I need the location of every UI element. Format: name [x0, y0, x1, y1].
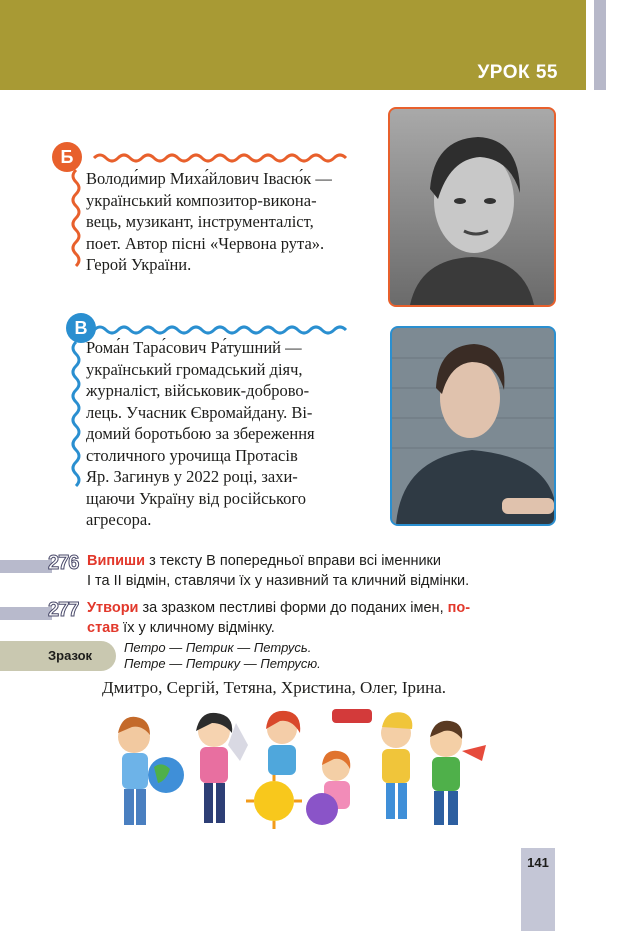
badge-b: Б	[52, 142, 82, 172]
exercise-277-text-2: їх у кличному відмінку.	[119, 619, 275, 636]
portrait-photo-ratushnyi	[390, 326, 556, 526]
sample-line-2: Петре — Петрику — Петрусю.	[124, 656, 321, 671]
sample-label: Зразок	[48, 648, 93, 663]
exercise-276-text	[87, 552, 527, 591]
bio-v-line: журналіст, військовик-доброво-	[86, 381, 310, 400]
header-divider	[586, 0, 594, 90]
badge-v: В	[66, 313, 96, 343]
exercise-276-verb: Випиши	[87, 553, 146, 569]
exercise-276-text-1: з тексту В попередньої вправи всі іменники	[145, 553, 442, 569]
portrait-photo-ivasyuk	[388, 107, 556, 307]
bio-b-line: український композитор-викона-	[86, 190, 317, 210]
header-side-strip	[594, 0, 606, 90]
bio-v-line: Рома́н Тара́сович Ра́тушний —	[86, 338, 302, 357]
sample-line-1: Петро — Петрик — Петрусь.	[124, 640, 312, 655]
bio-v-line: столичного урочища Протасів	[86, 445, 298, 465]
bio-b-line: поет. Автор пісні «Червона рута».	[86, 233, 325, 253]
names-list: Дмитро, Сергій, Тетяна, Христина, Олег, Ірина.	[102, 678, 447, 697]
bio-v-line: Яр. Загинув у 2022 році, захи-	[86, 467, 298, 486]
bio-v-line: щаючи Україну від російського	[86, 488, 307, 508]
bio-v-line: лець. Учасник Євромайдану. Ві-	[86, 402, 313, 422]
bio-v-line: український громадський діяч,	[86, 359, 303, 379]
page-number: 141	[527, 855, 549, 870]
bio-b-line: Володи́мир Миха́йлович Івасю́к —	[86, 169, 332, 188]
children-illustration	[96, 705, 496, 845]
exercise-277-verb: Утвори	[87, 600, 139, 616]
exercise-276-text-2: І та ІІ відмін, ставлячи їх у називний та кличний відмінки.	[87, 572, 470, 589]
exercise-277-verb-2b: став	[87, 619, 120, 636]
exercise-number: 277	[48, 599, 79, 621]
exercise-277-text	[87, 599, 527, 638]
exercise-277-bar	[0, 607, 52, 620]
exercise-277-verb-2a: по-	[447, 600, 471, 616]
exercise-number: 276	[48, 552, 79, 574]
bio-v-line: домий боротьбою за збереження	[86, 424, 315, 443]
exercise-277-text-1: за зразком пестливі форми до поданих імен,	[138, 600, 448, 616]
bio-v-text	[86, 337, 368, 531]
bio-b-text	[86, 168, 370, 276]
bio-b-line: Герой України.	[86, 255, 192, 274]
bio-v-line: агресора.	[86, 510, 152, 529]
exercise-276-bar	[0, 560, 52, 573]
bio-b-line: вець, музикант, інструменталіст,	[86, 212, 314, 231]
lesson-title: УРОК 55	[477, 62, 558, 83]
